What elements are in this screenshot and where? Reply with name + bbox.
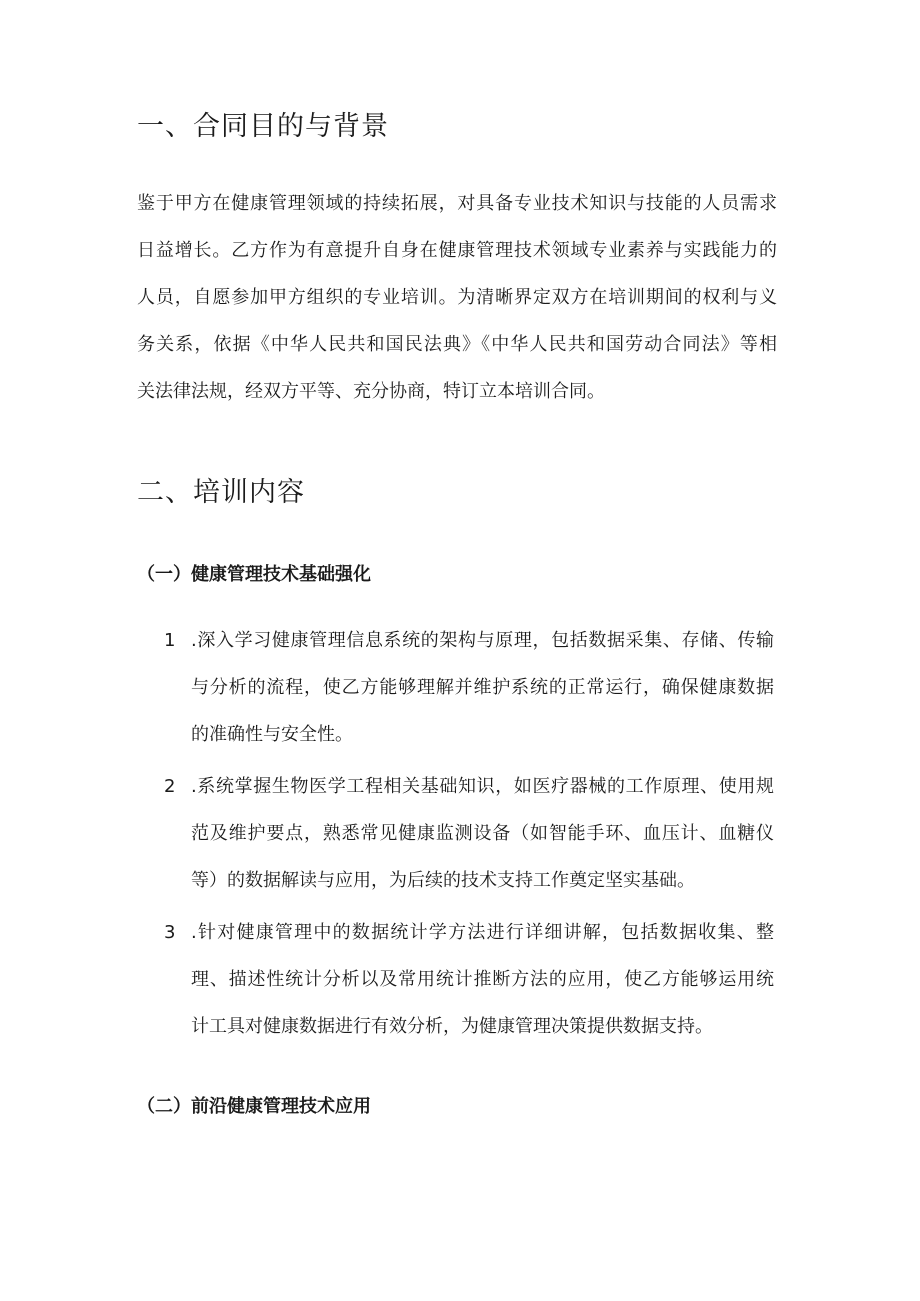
item-number: 1 — [164, 630, 176, 651]
paragraph-line: 日益增长。乙方作为有意提升自身在健康管理技术领域专业素养与实践能力的 — [137, 240, 777, 261]
subsection-title-basics: （一）健康管理技术基础强化 — [137, 564, 371, 585]
item-line: 等）的数据解读与应用，为后续的技术支持工作奠定坚实基础。 — [191, 870, 695, 891]
item-line: .针对健康管理中的数据统计学方法进行详细讲解，包括数据收集、整 — [191, 922, 774, 943]
item-number: 3 — [164, 922, 176, 943]
item-text — [191, 617, 774, 758]
paragraph-line: 人员，自愿参加甲方组织的专业培训。为清晰界定双方在培训期间的权利与义 — [137, 287, 777, 308]
item-line: 与分析的流程，使乙方能够理解并维护系统的正常运行，确保健康数据 — [191, 677, 774, 698]
item-line: 的准确性与安全性。 — [191, 724, 353, 745]
purpose-paragraph — [137, 180, 777, 415]
paragraph-line: 鉴于甲方在健康管理领域的持续拓展，对具备专业技术知识与技能的人员需求 — [137, 193, 777, 214]
item-line: 理、描述性统计分析以及常用统计推断方法的应用，使乙方能够运用统 — [191, 969, 774, 990]
item-number: 2 — [164, 776, 176, 797]
section-heading-purpose: 一、合同目的与背景 — [137, 111, 389, 142]
item-line: .系统掌握生物医学工程相关基础知识，如医疗器械的工作原理、使用规 — [191, 776, 774, 797]
item-text — [191, 909, 774, 1050]
item-text — [191, 763, 774, 904]
item-line: .深入学习健康管理信息系统的架构与原理，包括数据采集、存储、传输 — [191, 630, 774, 651]
paragraph-line: 务关系，依据《中华人民共和国民法典》《中华人民共和国劳动合同法》等相 — [137, 334, 777, 355]
section-heading-content: 二、培训内容 — [137, 477, 305, 508]
paragraph-line: 关法律法规，经双方平等、充分协商，特订立本培训合同。 — [137, 381, 605, 402]
item-line: 范及维护要点，熟悉常见健康监测设备（如智能手环、血压计、血糖仪 — [191, 823, 774, 844]
item-line: 计工具对健康数据进行有效分析，为健康管理决策提供数据支持。 — [191, 1016, 713, 1037]
subsection-title-frontier: （二）前沿健康管理技术应用 — [137, 1096, 371, 1117]
